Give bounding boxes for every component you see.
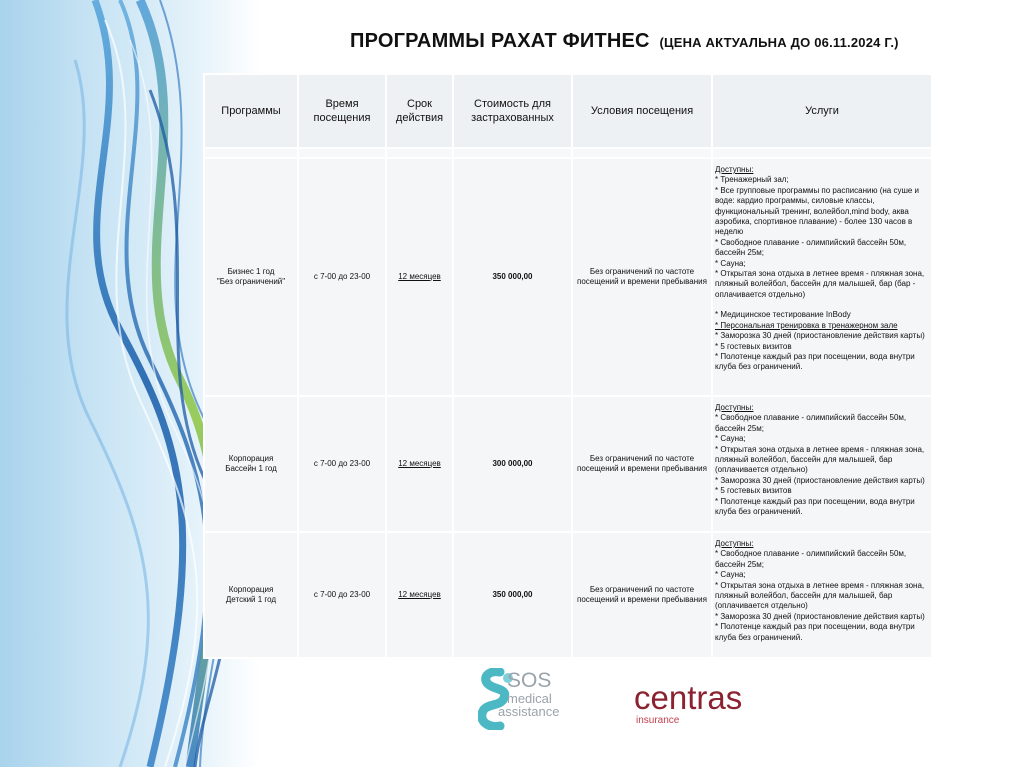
table-spacer-row [204, 148, 932, 158]
conditions-cell: Без ограничений по частоте посещений и времени пребывания [572, 396, 712, 532]
program-name-line1: Корпорация [228, 453, 274, 463]
services-available-label: Доступны: [715, 165, 754, 174]
visit-time-cell: с 7-00 до 23-00 [298, 532, 386, 658]
sos-word: SOS [507, 669, 552, 692]
centras-insurance-logo [634, 680, 754, 730]
program-name-cell [204, 158, 298, 396]
program-name-line2: Детский 1 год [225, 595, 277, 604]
service-item: * Свободное плавание - олимпийский бассейн 50м, бассейн 25м; [715, 237, 907, 258]
header-conditions: Условия посещения [572, 74, 712, 148]
header-programs: Программы [204, 74, 298, 148]
service-item: * Полотенце каждый раз при посещении, вода внутри клуба без ограничений. [715, 496, 915, 517]
service-item: * Заморозка 30 дней (приостановление действия карты) [715, 331, 925, 341]
conditions-cell: Без ограничений по частоте посещений и времени пребывания [572, 158, 712, 396]
program-name-line1: Корпорация [228, 584, 274, 594]
sos-medical-word: medical [507, 691, 552, 706]
centras-insurance-word: insurance [636, 715, 680, 726]
term-cell: 12 месяцев [386, 532, 453, 658]
services-cell [712, 396, 932, 532]
conditions-cell: Без ограничений по частоте посещений и времени пребывания [572, 532, 712, 658]
service-item: * 5 гостевых визитов [715, 341, 792, 351]
visit-time-cell: с 7-00 до 23-00 [298, 396, 386, 532]
service-item: * Свободное плавание - олимпийский бассейн 50м, бассейн 25м; [715, 549, 907, 569]
service-item: * Сауна; [715, 570, 746, 580]
program-name-line2: "Без ограничений" [216, 277, 286, 286]
service-item: * Открытая зона отдыха в летнее время - пляжная зона, пляжный волейбол, бассейн для малышей, бар (бар - оплачивается отдельно) [715, 269, 925, 299]
term-cell: 12 месяцев [386, 396, 453, 532]
sos-assistance-word: assistance [498, 704, 560, 719]
program-name-line2: Бассейн 1 год [225, 464, 277, 473]
visit-time-cell: с 7-00 до 23-00 [298, 158, 386, 396]
services-available-label: Доступны: [715, 539, 754, 548]
service-item: * Свободное плавание - олимпийский бассейн 50м, бассейн 25м; [715, 413, 907, 433]
service-item: * Сауна; [715, 434, 746, 444]
header-term: Срок действия [386, 74, 453, 148]
centras-word: centras [634, 679, 743, 716]
services-available-label: Доступны: [715, 403, 754, 412]
price-cell: 350 000,00 [453, 158, 572, 396]
title-price-note: (ЦЕНА АКТУАЛЬНА ДО 06.11.2024 Г.) [659, 35, 899, 50]
sos-medical-assistance-logo [478, 668, 578, 730]
service-item: * Персональная тренировка в тренажерном зале [715, 320, 898, 330]
service-item: * 5 гостевых визитов [715, 486, 792, 496]
table-row [204, 158, 932, 396]
service-item: * Сауна; [715, 258, 746, 268]
service-item: * Открытая зона отдыха в летнее время - пляжная зона, пляжный волейбол, бассейн для малышей, бар (оплачивается отдельно) [715, 580, 925, 611]
service-item: * Заморозка 30 дней (приостановление действия карты) [715, 611, 925, 621]
header-services: Услуги [712, 74, 932, 148]
service-item: * Открытая зона отдыха в летнее время - пляжная зона, пляжный волейбол, бассейн для малышей, бар (оплачивается отдельно) [715, 444, 925, 475]
header-price: Стоимость для застрахованных [453, 74, 572, 148]
title-main: ПРОГРАММЫ РАХАТ ФИТНЕС [350, 30, 650, 52]
service-item: * Полотенце каждый раз при посещении, вода внутри клуба без ограничений. [715, 622, 915, 642]
services-cell [712, 532, 932, 658]
price-cell: 350 000,00 [453, 532, 572, 658]
service-item: * Медицинское тестирование InBody [715, 310, 851, 320]
program-name-line1: Бизнес 1 год [227, 266, 275, 276]
price-cell: 300 000,00 [453, 396, 572, 532]
service-item: * Тренажерный зал; [715, 175, 789, 185]
service-item: * Заморозка 30 дней (приостановление действия карты) [715, 475, 925, 485]
page-title [350, 30, 899, 53]
service-item: * Полотенце каждый раз при посещении, вода внутри клуба без ограничений. [715, 351, 915, 372]
header-visit-time: Время посещения [298, 74, 386, 148]
programs-table [203, 73, 933, 659]
table-row [204, 532, 932, 658]
program-name-cell [204, 396, 298, 532]
service-item [715, 300, 930, 310]
table-row [204, 396, 932, 532]
table-header-row [204, 74, 932, 148]
term-cell: 12 месяцев [386, 158, 453, 396]
program-name-cell [204, 532, 298, 658]
service-item: * Все групповые программы по расписанию (на суше и воде: кардио программы, силовые классы, функциональный тренинг, волейбол,mind body, аква аэробика, спортивное плавание) - более 130 часов в неделю [715, 185, 919, 237]
services-cell [712, 158, 932, 396]
